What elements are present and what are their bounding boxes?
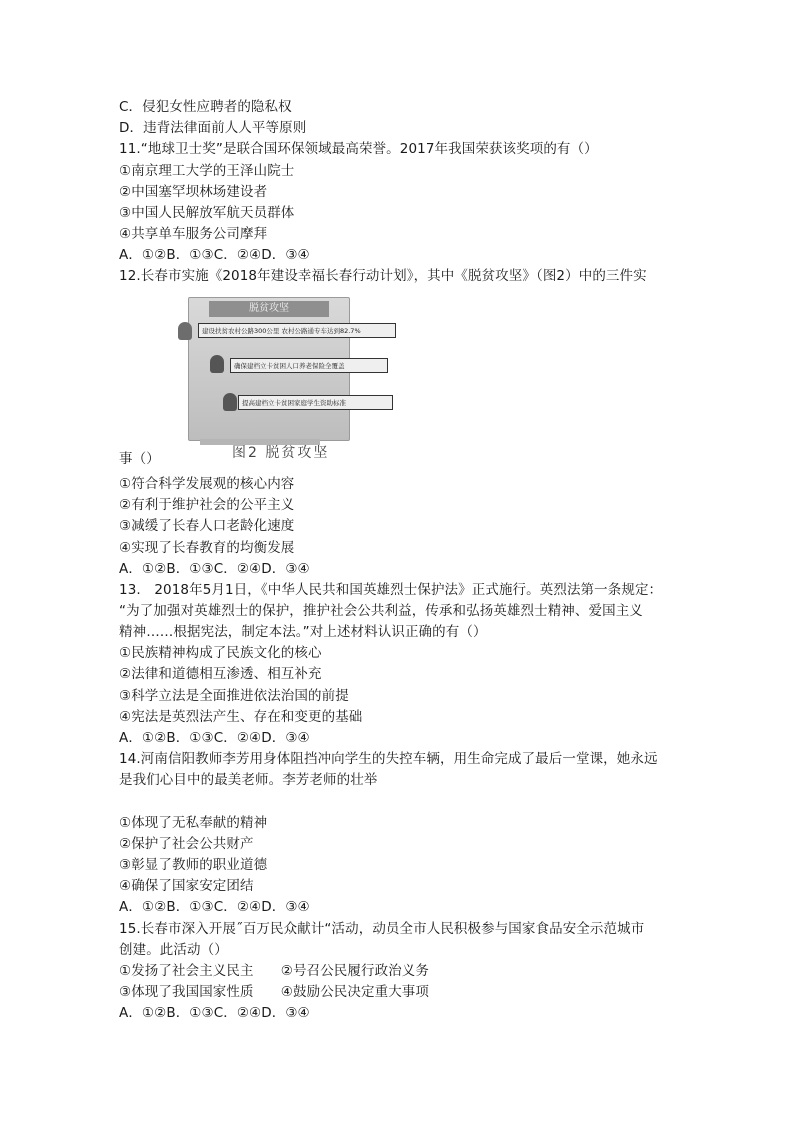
question-14: 14.河南信阳教师李芳用身体阻挡冲向学生的失控车辆，用生命完成了最后一堂课，她永远 — [119, 751, 658, 767]
choice-item: ②中国塞罕坝林场建设者 — [119, 184, 268, 200]
choice-item: ③减缓了长春人口老龄化速度 — [119, 518, 295, 534]
choice-item: ①民族精神构成了民族文化的核心 — [119, 645, 322, 661]
choice-item: ②法律和道德相互渗透、相互补充 — [119, 666, 322, 682]
answer-options: A．①②B．①③C．②④D．③④ — [119, 561, 310, 577]
choice-item: ③彰显了教师的职业道德 — [119, 857, 268, 873]
question-14-line-2: 是我们心目中的最美老师。李芳老师的壮举 — [119, 772, 378, 788]
answer-options: A．①②B．①③C．②④D．③④ — [119, 1005, 310, 1021]
choice-item: ④共享单车服务公司摩拜 — [119, 226, 268, 242]
person-icon — [223, 393, 237, 411]
answer-options: A．①②B．①③C．②④D．③④ — [119, 730, 310, 746]
figure-caption: 图2 脱贫攻坚 — [232, 445, 330, 461]
question-12-continued: 事（） — [119, 451, 160, 467]
board-title: 脱贫攻坚 — [209, 301, 329, 317]
choice-item: ①体现了无私奉献的精神 — [119, 815, 268, 831]
choice-row: ①发扬了社会主义民主 ②号召公民履行政治义务 — [119, 963, 430, 979]
choice-item: ④确保了国家安定团结 — [119, 878, 254, 894]
figure-item-1: 建设扶贫农村公路300公里 农村公路通专车达到82.7% — [198, 323, 396, 338]
question-12: 12.长春市实施《2018年建设幸福长春行动计划》，其中《脱贫攻坚》（图2）中的三件实 — [119, 268, 647, 284]
choice-item: ④宪法是英烈法产生、存在和变更的基础 — [119, 709, 363, 725]
choice-item: ①符合科学发展观的核心内容 — [119, 476, 295, 492]
choice-item: ②有利于维护社会的公平主义 — [119, 497, 295, 513]
question-15: 15.长春市深入开展˝百万民众献计“活动，动员全市人民积极参与国家食品安全示范城市 — [119, 921, 645, 937]
choice-row: ③体现了我国国家性质 ④鼓励公民决定重大事项 — [119, 984, 430, 1000]
option-d: D．违背法律面前人人平等原则 — [119, 120, 307, 136]
question-13-line-3: 精神……根据宪法，制定本法。”对上述材料认识正确的有（） — [119, 624, 487, 640]
poverty-alleviation-figure — [178, 297, 396, 461]
question-15-line-2: 创建。此活动（） — [119, 942, 228, 958]
answer-options: A．①②B．①③C．②④D．③④ — [119, 899, 310, 915]
answer-options: A．①②B．①③C．②④D．③④ — [119, 247, 310, 263]
figure-item-2: 确保建档立卡贫困人口养老保险全覆盖 — [230, 358, 388, 373]
choice-item: ③中国人民解放军航天员群体 — [119, 205, 295, 221]
option-c: C．侵犯女性应聘者的隐私权 — [119, 99, 292, 115]
person-icon — [210, 355, 224, 373]
choice-item: ①南京理工大学的王泽山院士 — [119, 163, 295, 179]
person-icon — [178, 322, 192, 340]
question-13-line-2: “为了加强对英雄烈士的保护，推护社会公共利益，传承和弘扬英雄烈士精神、爱国主义 — [119, 603, 643, 619]
question-13: 13. 2018年5月1日，《中华人民共和国英雄烈士保护法》正式施行。英烈法第一条规定： — [119, 582, 663, 598]
choice-item: ④实现了长春教育的均衡发展 — [119, 540, 295, 556]
choice-item: ②保护了社会公共财产 — [119, 836, 254, 852]
question-11: 11.“地球卫士奖”是联合国环保领域最高荣誉。2017年我国荣获该奖项的有（） — [119, 141, 598, 157]
figure-item-3: 提高建档立卡贫困家庭学生资助标准 — [238, 395, 393, 410]
choice-item: ③科学立法是全面推进依法治国的前提 — [119, 688, 349, 704]
